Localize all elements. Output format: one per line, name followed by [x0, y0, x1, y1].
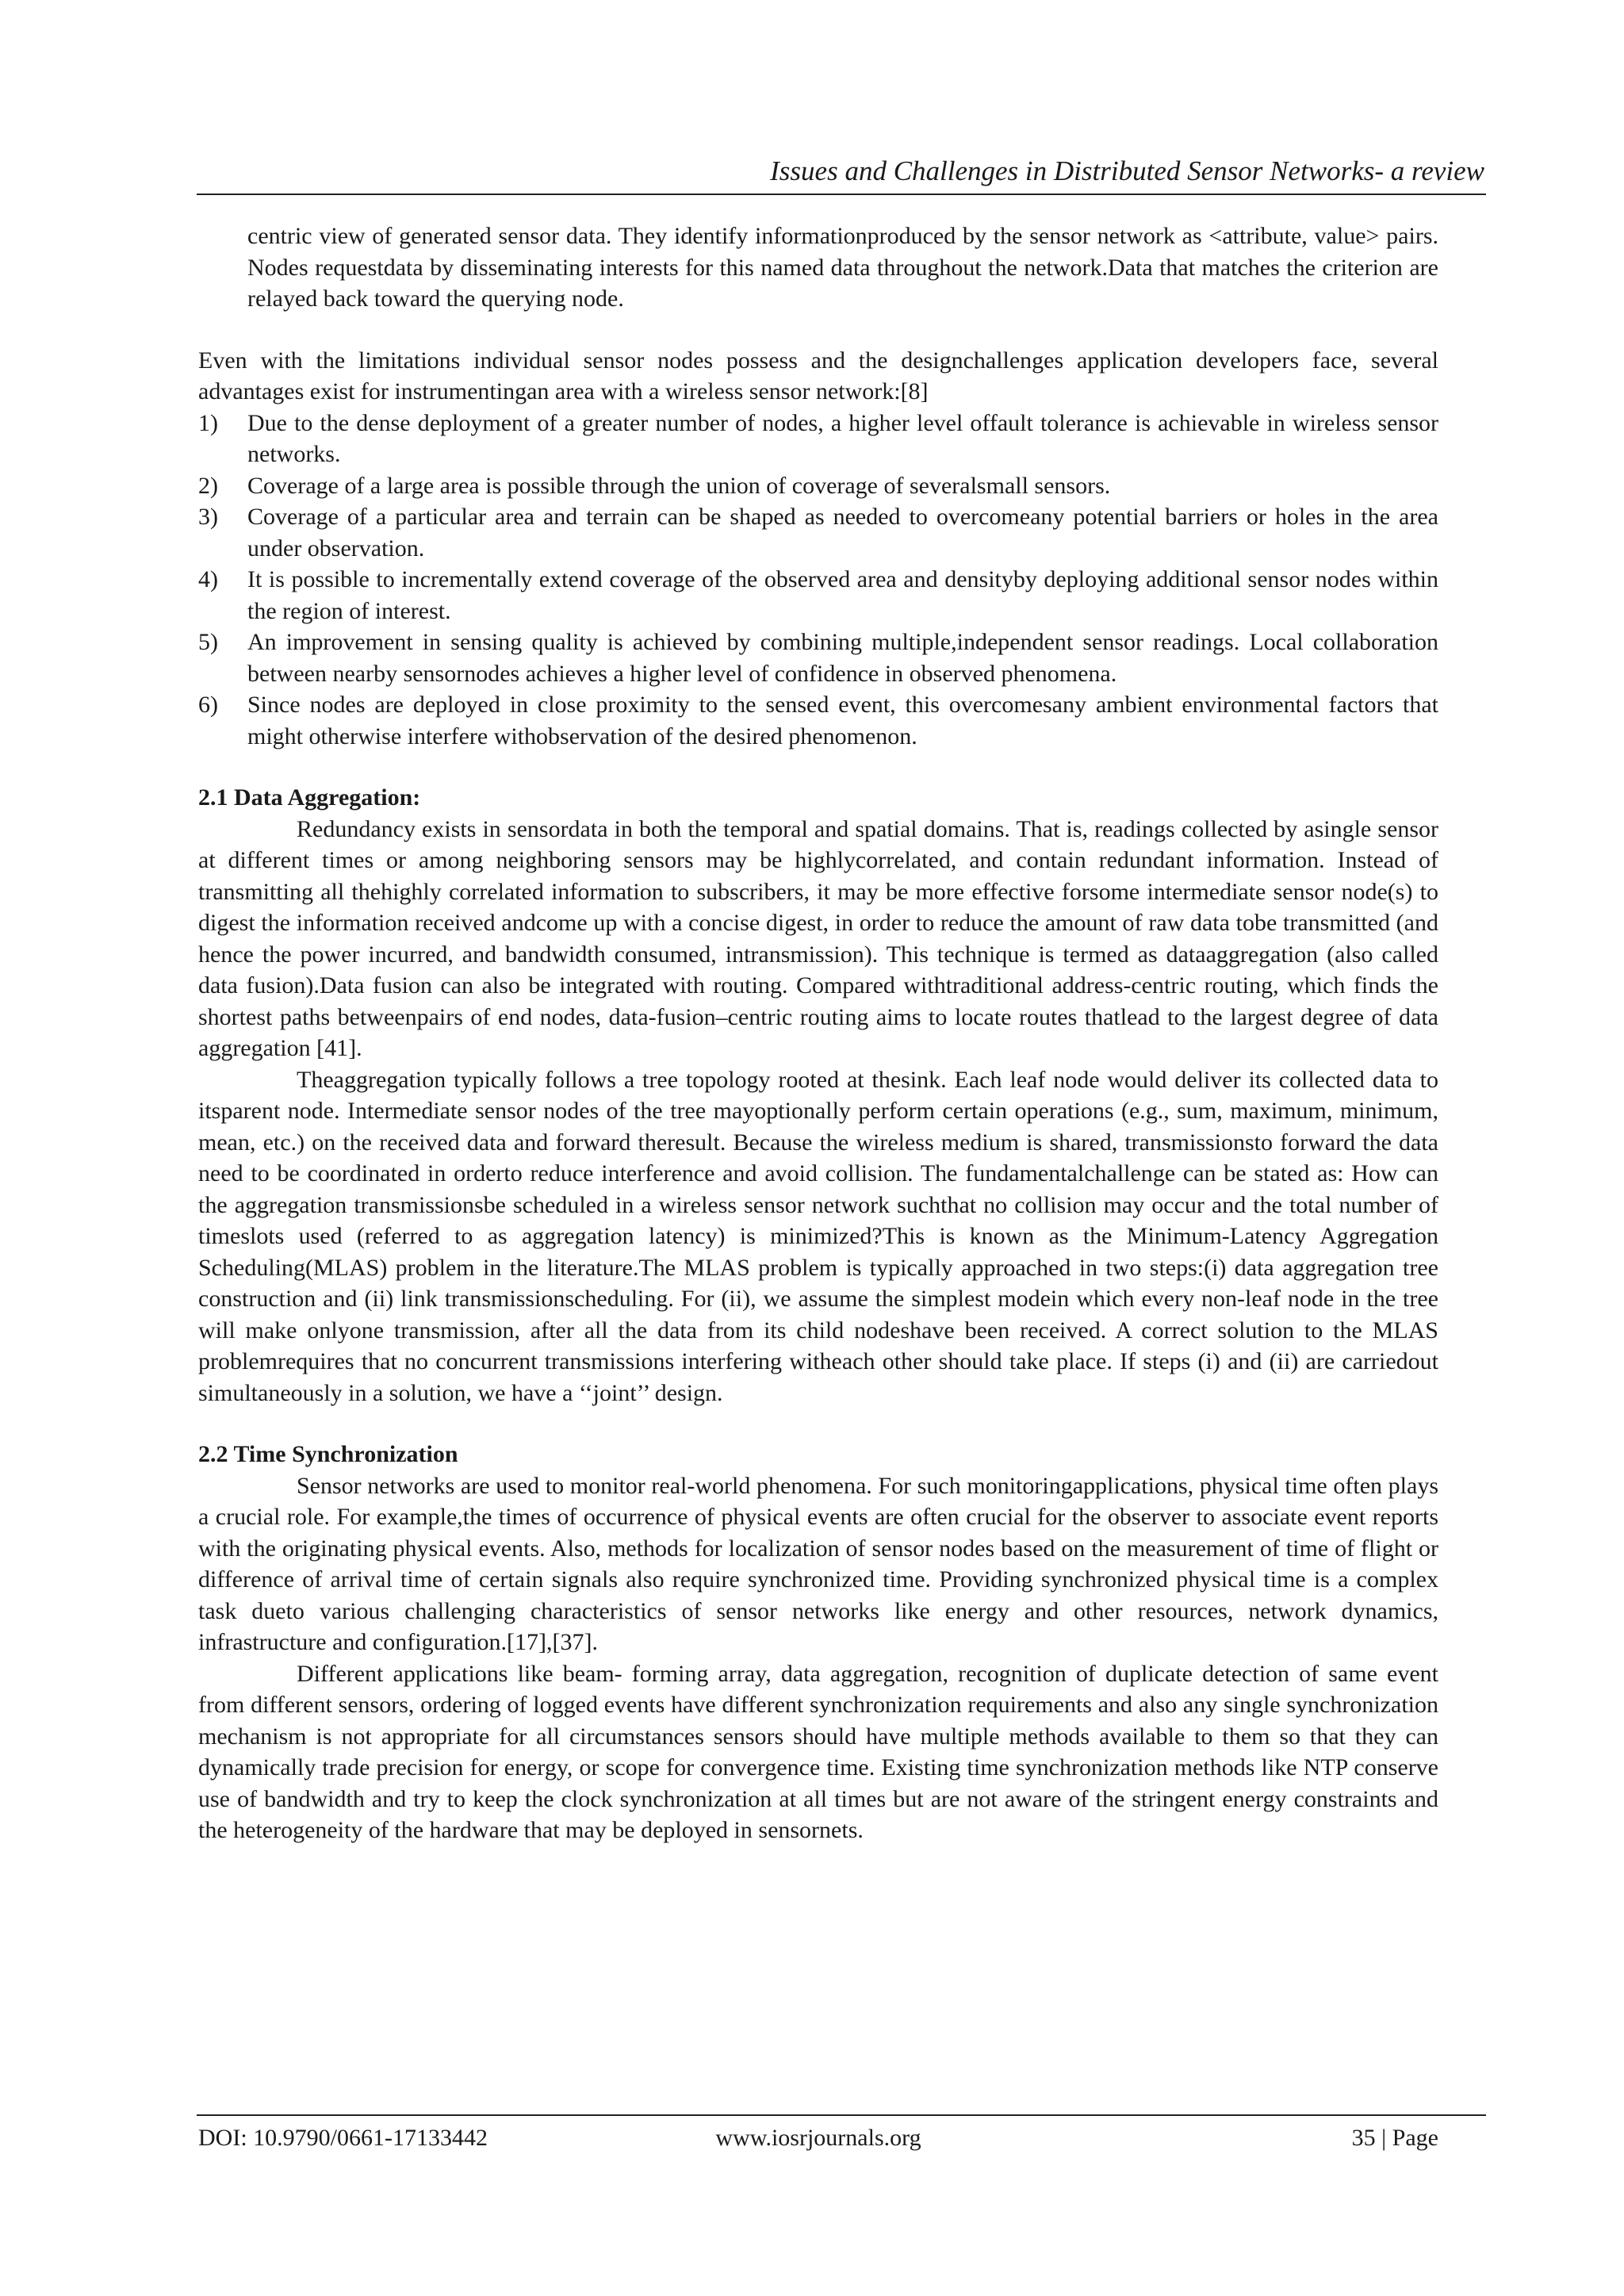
spacer [198, 1409, 1438, 1439]
list-item-text: Coverage of a large area is possible through the union of coverage of severalsmall sensors. [247, 472, 1111, 499]
running-header-title: Issues and Challenges in Distributed Sensor Networks- a review [770, 155, 1484, 186]
header-divider [197, 194, 1486, 195]
spacer [198, 315, 1438, 345]
list-item-number: 4) [198, 566, 218, 592]
list-item [198, 470, 1438, 502]
footer-divider [197, 2114, 1486, 2116]
page-body [198, 220, 1438, 1846]
list-item [198, 627, 1438, 689]
intro-continuation-paragraph: centric view of generated sensor data. They identify informationproduced by the sensor network as <attribute, value> pairs. Nodes requestdata by disseminating interests for this named data throughout the network.Data that matches the criterion are relayed back toward the querying node. [247, 223, 1438, 312]
list-item-text: Since nodes are deployed in close proximity to the sensed event, this overcomesany ambient environmental factors that might otherwise interfere withobservation of the desired phenomenon. [247, 692, 1438, 749]
section-heading-time-synchronization: 2.2 Time Synchronization [198, 1441, 458, 1467]
list-item-number: 2) [198, 472, 218, 499]
time-synchronization-paragraph-1: Sensor networks are used to monitor real-world phenomena. For such monitoringapplications, physical time often plays a crucial role. For example,the times of occurrence of physical events are often crucial for the observer to associate event reports with the originating physical events. Also, methods for localization of sensor nodes based on the measurement of time of flight or difference of arrival time of certain signals also require synchronized time. Providing synchronized physical time is a complex task dueto various challenging characteristics of sensor networks like energy and other resources, network dynamics, infrastructure and configuration.[17],[37]. [198, 1472, 1438, 1655]
list-item-number: 1) [198, 409, 218, 436]
data-aggregation-paragraph-1: Redundancy exists in sensordata in both the temporal and spatial domains. That is, readings collected by asingle sensor at different times or among neighboring sensors may be highlycorrelated, and contain redundant information. Instead of transmitting all thehighly correlated information to subscribers, it may be more effective forsome intermediate sensor node(s) to digest the information received andcome up with a concise digest, in order to reduce the amount of raw data tobe transmitted (and hence the power incurred, and bandwidth consumed, intransmission). This technique is termed as dataaggregation (also called data fusion).Data fusion can also be integrated with routing. Compared withtraditional address-centric routing, which finds the shortest paths betweenpairs of end nodes, data-fusion–centric routing aims to locate routes thatlead to the largest degree of data aggregation [41]. [198, 815, 1438, 1061]
list-item [198, 501, 1438, 564]
list-item [198, 564, 1438, 627]
list-item [198, 689, 1438, 752]
list-item-text: An improvement in sensing quality is achieved by combining multiple,independent sensor readings. Local collaboration between nearby sensornodes achieves a higher level of confidence in observed phenomena. [247, 629, 1438, 687]
advantages-list [198, 408, 1438, 753]
section-heading-data-aggregation: 2.1 Data Aggregation: [198, 784, 421, 811]
list-item-text: Due to the dense deployment of a greater number of nodes, a higher level offault tolerance is achievable in wireless sensor networks. [247, 409, 1438, 467]
footer-website: www.iosrjournals.org [715, 2125, 921, 2151]
list-item-text: It is possible to incrementally extend coverage of the observed area and densityby deploying additional sensor nodes within the region of interest. [247, 566, 1438, 624]
data-aggregation-paragraph-2: Theaggregation typically follows a tree topology rooted at thesink. Each leaf node would deliver its collected data to itsparent node. Intermediate sensor nodes of the tree mayoptionally perform certain operations (e.g., sum, maximum, minimum, mean, etc.) on the received data and forward theresult. Because the wireless medium is shared, transmissionsto forward the data need to be coordinated in orderto reduce interference and avoid collision. The fundamentalchallenge can be stated as: How can the aggregation transmissionsbe scheduled in a wireless sensor network suchthat no collision may occur and the total number of timeslots used (referred to as aggregation latency) is minimized?This is known as the Minimum-Latency Aggregation Scheduling(MLAS) problem in the literature.The MLAS problem is typically approached in two steps:(i) data aggregation tree construction and (ii) link transmissionscheduling. For (ii), we assume the simplest modein which every non-leaf node in the tree will make onlyone transmission, after all the data from its child nodeshave been received. A correct solution to the MLAS problemrequires that no concurrent transmissions interfering witheach other should take place. If steps (i) and (ii) are carriedout simultaneously in a solution, we have a ‘‘joint’’ design. [198, 1066, 1438, 1406]
footer-page-number: 35 | Page [1351, 2125, 1438, 2151]
list-item-number: 5) [198, 629, 218, 655]
advantages-lead-paragraph: Even with the limitations individual sensor nodes possess and the designchallenges application developers face, several advantages exist for instrumentingan area with a wireless sensor network:[8] [198, 347, 1438, 404]
list-item-number: 3) [198, 504, 218, 530]
time-synchronization-paragraph-2: Different applications like beam- forming array, data aggregation, recognition of duplicate detection of same event from different sensors, ordering of logged events have different synchronization requirements and also any single synchronization mechanism is not appropriate for all circumstances sensors should have multiple methods available to them so that they can dynamically trade precision for energy, or scope for convergence time. Existing time synchronization methods like NTP conserve use of bandwidth and try to keep the clock synchronization at all times but are not aware of the stringent energy constraints and the heterogeneity of the hardware that may be deployed in sensornets. [198, 1660, 1438, 1843]
footer-doi: DOI: 10.9790/0661-17133442 [198, 2125, 488, 2151]
list-item-number: 6) [198, 692, 218, 718]
spacer [198, 752, 1438, 782]
list-item [198, 408, 1438, 470]
list-item-text: Coverage of a particular area and terrain can be shaped as needed to overcomeany potential barriers or holes in the area under observation. [247, 504, 1438, 562]
